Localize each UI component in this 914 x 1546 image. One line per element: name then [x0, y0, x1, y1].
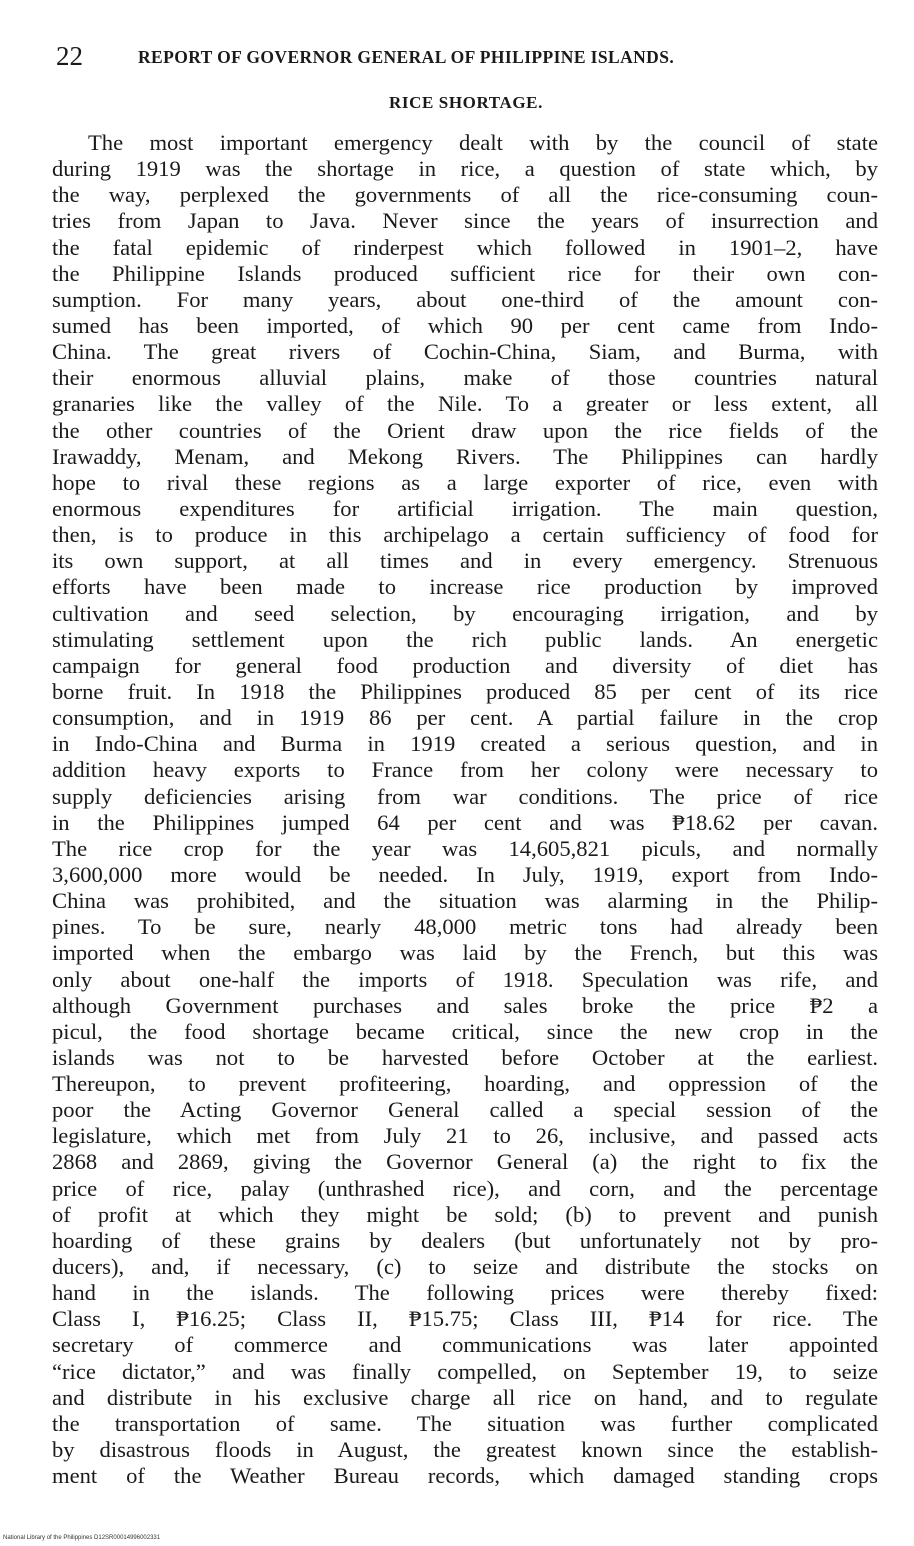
body-line: and distribute in his exclusive charge all rice on hand, and to regulate	[52, 1384, 878, 1410]
body-line: pines. To be sure, nearly 48,000 metric tons had already been	[52, 914, 878, 940]
body-line: sumption. For many years, about one-third of the amount con-	[52, 286, 878, 312]
body-line: efforts have been made to increase rice production by improved	[52, 574, 878, 600]
body-line: secretary of commerce and communications was later appointed	[52, 1332, 878, 1358]
section-title: RICE SHORTAGE.	[389, 93, 543, 112]
body-line: their enormous alluvial plains, make of those countries natural	[52, 365, 878, 391]
body-line: Thereupon, to prevent profiteering, hoarding, and oppression of the	[52, 1071, 878, 1097]
body-line: in the Philippines jumped 64 per cent and was ₱18.62 per cavan.	[52, 809, 878, 835]
body-line: 2868 and 2869, giving the Governor General (a) the right to fix the	[52, 1149, 878, 1175]
page-header	[56, 41, 856, 73]
body-line: hoarding of these grains by dealers (but unfortunately not by pro-	[52, 1227, 878, 1253]
body-line: ducers), and, if necessary, (c) to seize and distribute the stocks on	[52, 1254, 878, 1280]
body-line: its own support, at all times and in every emergency. Strenuous	[52, 548, 878, 574]
body-line: the fatal epidemic of rinderpest which followed in 1901–2, have	[52, 234, 878, 260]
body-line: granaries like the valley of the Nile. To a greater or less extent, all	[52, 391, 878, 417]
body-line: sumed has been imported, of which 90 per cent came from Indo-	[52, 312, 878, 338]
body-line: borne fruit. In 1918 the Philippines produced 85 per cent of its rice	[52, 678, 878, 704]
body-line: the transportation of same. The situation was further complicated	[52, 1410, 878, 1436]
body-line: picul, the food shortage became critical, since the new crop in the	[52, 1018, 878, 1044]
body-line: hand in the islands. The following prices were thereby fixed:	[52, 1280, 878, 1306]
body-paragraph	[52, 130, 878, 1489]
body-line: the Philippine Islands produced sufficient rice for their own con-	[52, 260, 878, 286]
body-line: supply deficiencies arising from war conditions. The price of rice	[52, 783, 878, 809]
body-line: campaign for general food production and diversity of diet has	[52, 652, 878, 678]
body-line: tries from Japan to Java. Never since the years of insurrection and	[52, 208, 878, 234]
body-line: poor the Acting Governor General called a special session of the	[52, 1097, 878, 1123]
body-line: the way, perplexed the governments of all the rice-consuming coun-	[52, 182, 878, 208]
body-line: ment of the Weather Bureau records, which damaged standing crops	[52, 1463, 878, 1489]
source-footer-note: National Library of the Philippines D12SR00014996002331	[3, 1535, 161, 1541]
body-line: enormous expenditures for artificial irrigation. The main question,	[52, 495, 878, 521]
body-line: 3,600,000 more would be needed. In July, 1919, export from Indo-	[52, 861, 878, 887]
body-line: cultivation and seed selection, by encouraging irrigation, and by	[52, 600, 878, 626]
body-line: The most important emergency dealt with by the council of state	[88, 130, 878, 155]
body-line: in Indo-China and Burma in 1919 created a serious question, and in	[52, 731, 878, 757]
body-line: of profit at which they might be sold; (b) to prevent and punish	[52, 1201, 878, 1227]
body-line: Irawaddy, Menam, and Mekong Rivers. The Philippines can hardly	[52, 443, 878, 469]
body-line: legislature, which met from July 21 to 26, inclusive, and passed acts	[52, 1123, 878, 1149]
body-line: price of rice, palay (unthrashed rice), and corn, and the percentage	[52, 1175, 878, 1201]
body-line: although Government purchases and sales broke the price ₱2 a	[52, 992, 878, 1018]
body-line: addition heavy exports to France from her colony were necessary to	[52, 757, 878, 783]
body-line: hope to rival these regions as a large exporter of rice, even with	[52, 469, 878, 495]
body-line: consumption, and in 1919 86 per cent. A partial failure in the crop	[52, 705, 878, 731]
running-title: REPORT OF GOVERNOR GENERAL OF PHILIPPINE ISLANDS.	[138, 47, 675, 67]
page-number: 22	[56, 41, 83, 71]
body-line: only about one-half the imports of 1918. Speculation was rife, and	[52, 966, 878, 992]
body-line: China was prohibited, and the situation was alarming in the Philip-	[52, 888, 878, 914]
body-line: imported when the embargo was laid by the French, but this was	[52, 940, 878, 966]
body-line: by disastrous floods in August, the greatest known since the establish-	[52, 1437, 878, 1463]
body-line: stimulating settlement upon the rich public lands. An energetic	[52, 626, 878, 652]
body-line: during 1919 was the shortage in rice, a question of state which, by	[52, 156, 878, 182]
body-line: The rice crop for the year was 14,605,821 piculs, and normally	[52, 835, 878, 861]
body-line: islands was not to be harvested before October at the earliest.	[52, 1044, 878, 1070]
body-line: then, is to produce in this archipelago a certain sufficiency of food for	[52, 522, 878, 548]
body-line: China. The great rivers of Cochin-China, Siam, and Burma, with	[52, 339, 878, 365]
body-line: Class I, ₱16.25; Class II, ₱15.75; Class III, ₱14 for rice. The	[52, 1306, 878, 1332]
body-line: “rice dictator,” and was finally compelled, on September 19, to seize	[52, 1358, 878, 1384]
body-line: the other countries of the Orient draw upon the rice fields of the	[52, 417, 878, 443]
